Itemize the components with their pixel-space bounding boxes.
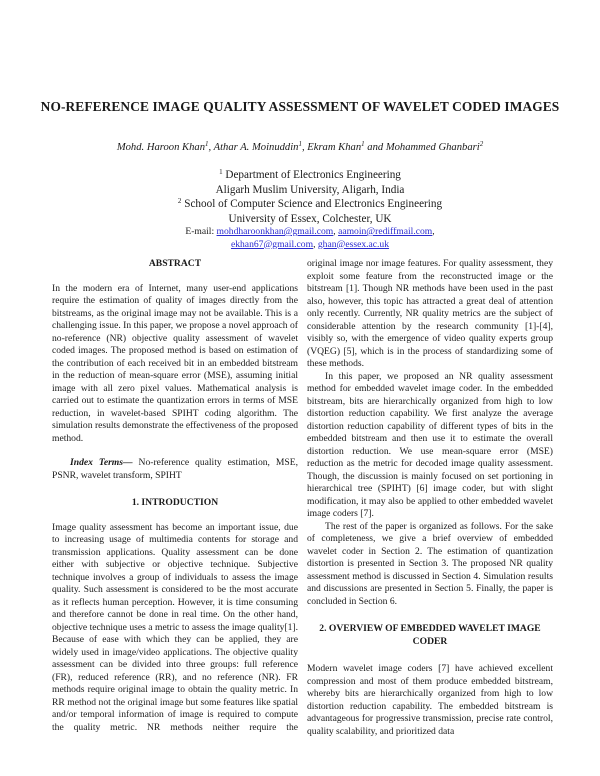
affiliation-2-dept: $^2$ School of Computer Science and Electronics Engineering [177, 197, 443, 210]
author: Mohammed Ghanbari$^2$ [385, 140, 484, 153]
abstract-text: In the modern era of Internet, many user-end applications require the estimation of quality of images directly from the bitstreams, as the original image may not be available. This is a challenging issue. In this paper, we propose a novel approach of no-reference (NR) objective quality assessment of wavelet coded images. The proposed method is based on estimation of the contribution of each received bit in an embedded bitstream in the reduction of mean-square error (MSE), assuming initial image with all zero pixel values. Mathematical analysis is carried out to estimate the quantization errors in terms of MSE reduction, in wavelet-based SPIHT coding algorithm. The simulation results demonstrate the effectiveness of the proposed method. [52, 282, 298, 444]
affiliation-1-dept: $^1$ Department of Electronics Engineering [219, 168, 401, 181]
section-1-paragraph-1: Image quality assessment has become an important issue, due to increasing usage of multimedia contents for storage and transmission applications. Quality assessment can be done either with subjective or objective technique. Subjective technique involves a group of individuals to assess the image quality. Such assessment is considered to be the most accurate as it reflects human perception. However, it is time consuming and therefore cannot be done in real time. On the other hand, objective technique uses a metric to assess the image quality[1]. Because of ease with which they can be applied, they are widely used in image/video applications. The objective quality assessment can be divided into three groups: full reference (FR), reduced reference (RR), and no reference (NR). FR methods require original image to obtain the quality metric. In RR method not the original image but some features like spatial and/or temporal information of image is required to compute the quality metric. NR methods neither require the [52, 521, 298, 733]
author: Mohd. Haroon Khan$^1$, [116, 140, 214, 153]
affiliation-2-univ: University of Essex, Colchester, UK [228, 212, 392, 225]
section-2-paragraph-1: Modern wavelet image coders [7] have achieved excellent compression and most of them produce embedded bitstream, whereby bits are hierarchically organized from high to low distortion reduction capability. The embedded bitstream is advantageous for progressive transmission, precise rate control, quality scalability, and prioritized data [307, 663, 553, 737]
email-line: E-mail: mohdharoonkhan@gmail.com, aamoin@rediffmail.com, ekhan67@gmail.com, ghan@essex.ac.uk [185, 226, 435, 250]
left-column [52, 258, 298, 734]
affiliations [120, 168, 500, 251]
section-1-paragraph-1-continued: original image nor image features. For quality assessment, they exploit some feature from the reconstructed image or the bitstream [1]. Though NR methods have been used in the past also, however, this topic has attracted a great deal of attention only recently. Currently, NR quality metrics are the subject of considerable attention by the research community [1]-[4], visibly so, with the emergence of video quality experts group (VQEG) [5], which is in the process of standardizing some of these methods. [307, 258, 553, 369]
email-link[interactable]: ghan@essex.ac.uk [317, 238, 390, 250]
author: Ekram Khan$^1$ and [307, 140, 386, 153]
affiliation-1-univ: Aligarh Muslim University, Aligarh, India [215, 183, 405, 196]
index-terms-text: No-reference quality estimation, MSE, PSNR, wavelet transform, SPIHT [52, 457, 298, 481]
author-list [40, 141, 560, 154]
email-link[interactable]: aamoin@rediffmail.com [338, 226, 433, 237]
index-terms [52, 457, 298, 482]
email-link[interactable]: ekhan67@gmail.com [230, 238, 314, 250]
email-link[interactable]: mohdharoonkhan@gmail.com [216, 226, 334, 237]
section-1-paragraph-2: In this paper, we proposed an NR quality assessment method for embedded wavelet image coder. In the embedded bitstream, bits are hierarchically organized from high to low distortion reduction capability. We first analyze the average distortion reduction capability of different types of bits in the embedded bitstream and then use it to estimate the overall distortion reduction. We use mean-square error (MSE) reduction as the metric for decoded image quality assessment. Though, the discussion is mainly focused on set portioning in hierarchical tree (SPIHT) [6] image coder, but with slight modification, it may also be applied to other embedded wavelet image coders [7]. [307, 370, 553, 519]
section-2-heading: 2. OVERVIEW OF EMBEDDED WAVELET IMAGE CODER [319, 623, 541, 647]
index-terms-label: Index Terms— [70, 457, 133, 468]
paper-title: NO-REFERENCE IMAGE QUALITY ASSESSMENT OF WAVELET CODED IMAGES [40, 99, 560, 114]
section-1-paragraph-3: The rest of the paper is organized as follows. For the sake of completeness, we give a brief overview of embedded wavelet coder in Section 2. The estimation of quantization distortion is presented in Section 3. The proposed NR quality assessment method is discussed in Section 4. Simulation results and discussions are presented in Section 5. Finally, the paper is concluded in Section 6. [307, 520, 553, 607]
section-1-heading: 1. INTRODUCTION [131, 497, 219, 508]
right-column [307, 258, 553, 738]
abstract-heading: ABSTRACT [148, 258, 202, 269]
author: Athar A. Moinuddin$^1$, [213, 140, 308, 153]
